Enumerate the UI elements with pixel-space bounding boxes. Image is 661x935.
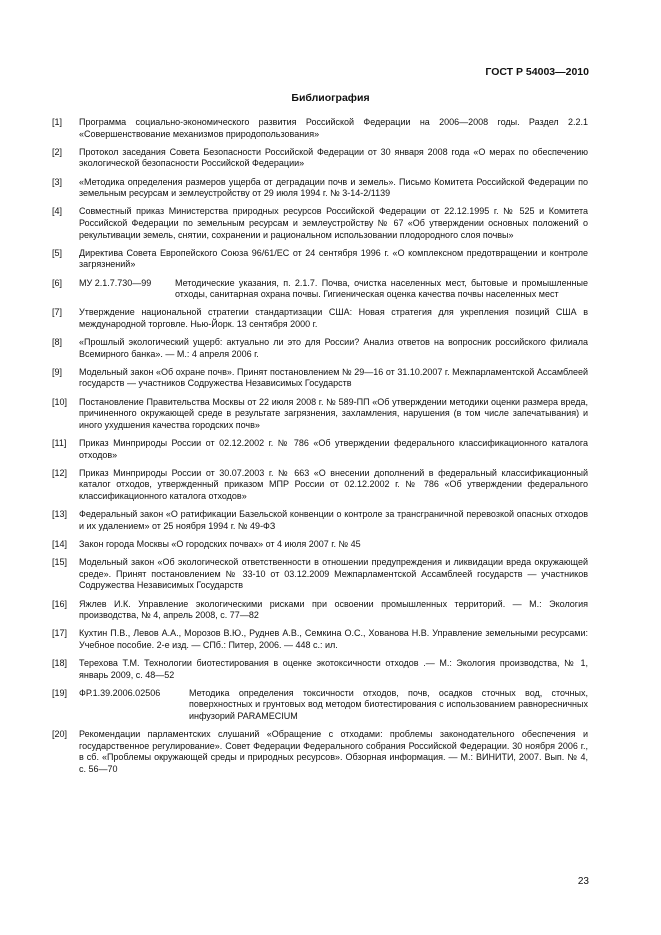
entry-number: [16] (52, 598, 68, 609)
entry-text: Яжлев И.К. Управление экологическими рисками при освоении промышленных территорий. — М.: Экология производства, № 4, апрель 2008, с. 77—82 (79, 598, 588, 621)
entry-text: Постановление Правительства Москвы от 22 июля 2008 г. № 589-ПП «Об утверждении методики оценки размера вреда, причиненного окружающей среде в результате загрязнения, захламления, нарушения (в том числе запечатывания) и иного ухудшения качества городских почв» (79, 396, 588, 430)
entry-text: Программа социально-экономического развития Российской Федерации на 2006—2008 годы. Раздел 2.2.1 «Совершенствование механизмов природопользования» (79, 117, 588, 139)
entry-text: «Методика определения размеров ущерба от деградации почв и земель». Письмо Комитета Российской Федерации по земельным ресурсам и землеустройству от 29 июля 1994 г. № 3-14-2/1139 (79, 176, 588, 199)
bibliography-entry (52, 599, 588, 622)
entry-text: Кухтин П.В., Левов А.А., Морозов В.Ю., Руднев А.В., Семкина О.С., Хованова Н.В. Управление земельными ресурсами: Учебное пособие. 2-е изд. — СПб.: Питер, 2006. — 448 с.: ил. (79, 628, 588, 650)
entry-text: Рекомендации парламентских слушаний «Обращение с отходами: проблемы законодательного обеспечения и государственное регулирование». Совет Федерации Федерального собрания Российской Федерации. 30 ноября 2006 г., в сб. «Проблемы окружающей среды и природных ресурсов». Обзорная информация. — М.: ВИНИТИ, 2007. Вып. № 4, с. 56—70 (79, 729, 588, 774)
entry-text: Приказ Минприроды России от 02.12.2002 г. № 786 «Об утверждении федерального классификационного каталога отходов» (79, 438, 588, 460)
entry-text: Совместный приказ Министерства природных ресурсов Российской Федерации от 22.12.1995 г. № 525 и Комитета Российской Федерации по земельным ресурсам и землеустройству № 67 «Об утверждении основных положений о рекультивации земель, снятии, сохранении и рациональном использовании плодородного слоя почвы» (79, 206, 588, 240)
entry-number: [10] (52, 396, 68, 407)
entry-text: Закон города Москвы «О городских почвах» от 4 июля 2007 г. № 45 (79, 538, 361, 549)
entry-document-code: МУ 2.1.7.730—99 (79, 277, 152, 288)
entry-number: [11] (52, 438, 67, 448)
bibliography-entry (52, 628, 588, 651)
entry-number: [3] (52, 176, 63, 187)
entry-number: [20] (52, 729, 68, 740)
bibliography-entry (52, 658, 588, 681)
entry-text: Методические указания, п. 2.1.7. Почва, очистка населенных мест, бытовые и промышленные отходы, санитарная охрана почвы. Гигиеническая оценка качества почвы населенных мест (175, 277, 588, 300)
bibliography-entry (52, 337, 588, 360)
bibliography-entry (52, 729, 588, 775)
entry-number: [1] (52, 117, 63, 127)
entry-text: Федеральный закон «О ратификации Базельской конвенции о контроле за трансграничной перевозкой опасных отходов и их удалением» от 25 ноября 1994 г. № 49-ФЗ (79, 509, 588, 531)
entry-text: Модельный закон «Об охране почв». Принят постановлением № 29—16 от 31.10.2007 г. Межпарламентской Ассамблеей государств — участников Содружества Независимых Государств (79, 366, 588, 389)
entry-number: [4] (52, 206, 63, 217)
entry-text: Директива Совета Европейского Союза 96/61/ЕС от 24 сентября 1996 г. «О комплексном предотвращении и контроле загрязнений» (79, 247, 588, 270)
document-number: ГОСТ Р 54003—2010 (485, 66, 589, 78)
bibliography-entry (52, 509, 588, 532)
entry-number: [17] (52, 628, 68, 639)
entry-text: Приказ Минприроды России от 30.07.2003 г. № 663 «О внесении дополнений в федеральный классификационный каталог отходов, утвержденный приказом МПР России от 02.12.2002 г. № 786 «Об утверждении федерального классификационного каталога отходов» (79, 467, 588, 501)
entry-number: [7] (52, 307, 63, 318)
bibliography-entry (52, 468, 588, 503)
bibliography-entry (52, 539, 588, 551)
bibliography-entry (52, 438, 588, 461)
entry-number: [13] (52, 509, 68, 520)
entry-number: [12] (52, 467, 68, 478)
entry-document-code: ФР.1.39.2006.02506 (79, 687, 161, 698)
bibliography-entry (52, 206, 588, 241)
bibliography-entry (52, 367, 588, 390)
bibliography-entry (52, 248, 588, 271)
bibliography-entry (52, 688, 588, 723)
bibliography-entry (52, 147, 588, 170)
bibliography-entry (52, 557, 588, 592)
entry-text: Протокол заседания Совета Безопасности Российской Федерации от 30 января 2008 года «О мерах по обеспечению экологической безопасности Российской Федерации» (79, 146, 588, 169)
entry-text: Утверждение национальной стратегии стандартизации США: Новая стратегия для укрепления позиций США в международной торговле. Нью-Йорк. 13 сентября 2000 г. (79, 307, 588, 329)
bibliography-list (52, 117, 588, 782)
entry-number: [5] (52, 247, 63, 258)
bibliography-entry (52, 117, 588, 140)
bibliography-entry (52, 177, 588, 200)
entry-text: «Прошлый экологический ущерб: актуально ли это для России? Анализ ответов на вопросник российского филиала Всемирного банка». — М.: 4 апреля 2006 г. (79, 337, 588, 359)
entry-number: [19] (52, 687, 68, 698)
entry-text: Терехова Т.М. Технологии биотестирования в оценке экотоксичности отходов .— М.: Экология производства, № 1, январь 2009, с. 48—52 (79, 658, 588, 680)
entry-number: [14] (52, 538, 68, 549)
entry-text: Модельный закон «Об экологической ответственности в отношении предупреждения и ликвидации вреда окружающей среде». Принят постановлением № 33-10 от 03.12.2009 Межпарламентской Ассамблеей государств — участников Содружества Независимых Государств (79, 557, 588, 591)
bibliography-title: Библиография (291, 92, 370, 104)
bibliography-entry (52, 278, 588, 301)
bibliography-entry (52, 307, 588, 330)
bibliography-entry (52, 397, 588, 432)
entry-number: [2] (52, 146, 63, 157)
entry-number: [9] (52, 366, 63, 377)
page-number: 23 (577, 876, 589, 887)
entry-number: [18] (52, 658, 68, 669)
entry-number: [6] (52, 277, 63, 288)
entry-number: [8] (52, 337, 63, 348)
entry-number: [15] (52, 557, 68, 568)
entry-text: Методика определения токсичности отходов, почв, осадков сточных вод, сточных, поверхностных и грунтовых вод методом биотестирования с использованием равноресничных инфузорий PARAMECIUM (189, 687, 588, 722)
